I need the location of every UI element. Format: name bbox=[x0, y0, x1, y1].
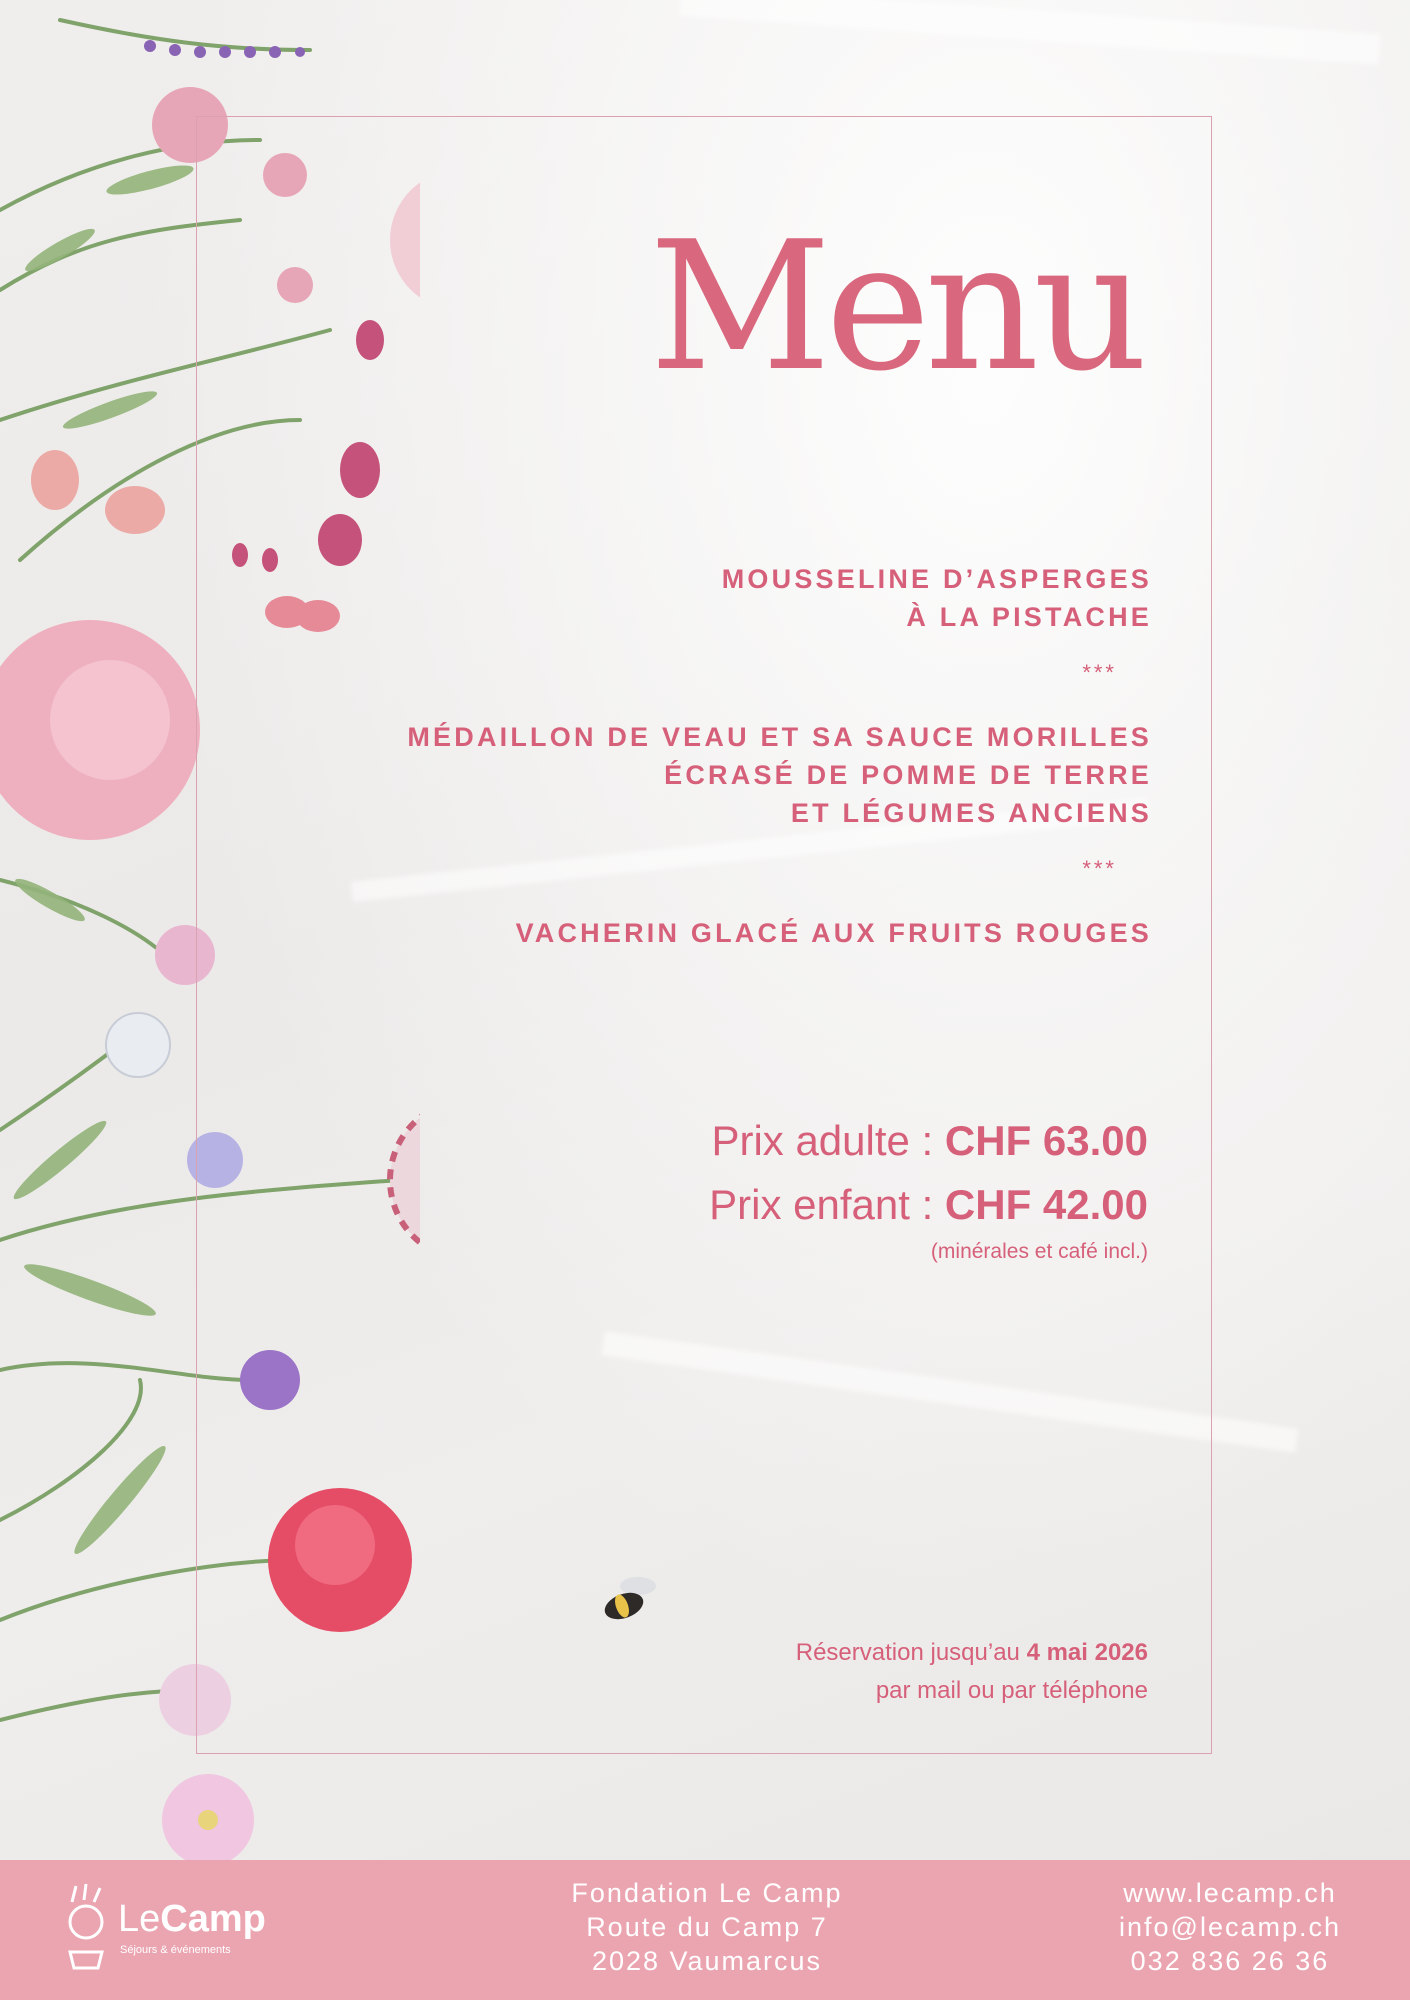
address-line: Route du Camp 7 bbox=[586, 1912, 828, 1942]
lecamp-logo bbox=[62, 1882, 282, 1982]
adult-price-label: Prix adulte : bbox=[711, 1117, 945, 1164]
reservation-prefix: Réservation jusqu’au bbox=[795, 1639, 1027, 1666]
child-price-label: Prix enfant : bbox=[709, 1181, 945, 1228]
course-separator: *** bbox=[1082, 660, 1117, 685]
course-2 bbox=[252, 718, 1152, 832]
logo-tagline: Séjours & événements bbox=[120, 1944, 231, 1956]
course-1-line-2: À LA PISTACHE bbox=[906, 602, 1152, 632]
address-line: 2028 Vaumarcus bbox=[591, 1946, 823, 1976]
reservation-info bbox=[548, 1634, 1148, 1710]
address-line: Fondation Le Camp bbox=[571, 1878, 843, 1908]
website-link[interactable]: www.lecamp.ch bbox=[1123, 1878, 1337, 1908]
logo-camp: Camp bbox=[160, 1898, 266, 1940]
child-price bbox=[448, 1180, 1148, 1230]
reservation-line-2: par mail ou par téléphone bbox=[875, 1677, 1148, 1704]
course-2-line-2: ÉCRASÉ DE POMME DE TERRE bbox=[664, 760, 1152, 790]
logo-wordmark bbox=[118, 1898, 266, 1941]
email-link[interactable]: info@lecamp.ch bbox=[1119, 1912, 1341, 1942]
paper-crease bbox=[680, 0, 1380, 64]
price-note: (minérales et café incl.) bbox=[930, 1240, 1148, 1263]
reservation-line-1 bbox=[548, 1634, 1148, 1672]
course-3-line-1: VACHERIN GLACÉ AUX FRUITS ROUGES bbox=[515, 918, 1152, 948]
footer bbox=[0, 1860, 1410, 2000]
course-2-line-3: ET LÉGUMES ANCIENS bbox=[790, 798, 1152, 828]
child-price-value: CHF 42.00 bbox=[944, 1181, 1148, 1228]
course-2-line-1: MÉDAILLON DE VEAU ET SA SAUCE MORILLES bbox=[407, 722, 1152, 752]
phone-number[interactable]: 032 836 26 36 bbox=[1130, 1946, 1330, 1976]
bee-icon bbox=[592, 1572, 672, 1632]
reservation-date: 4 mai 2026 bbox=[1026, 1639, 1148, 1666]
logo-le: Le bbox=[118, 1898, 161, 1940]
course-1 bbox=[252, 560, 1152, 636]
menu-title: Menu bbox=[649, 203, 1142, 410]
course-3 bbox=[252, 914, 1152, 952]
footer-contact bbox=[1085, 1876, 1375, 1978]
adult-price-value: CHF 63.00 bbox=[944, 1117, 1148, 1164]
adult-price bbox=[448, 1116, 1148, 1166]
course-1-line-1: MOUSSELINE D’ASPERGES bbox=[721, 564, 1152, 594]
mascot-icon bbox=[62, 1882, 112, 1972]
course-separator: *** bbox=[1082, 856, 1117, 881]
footer-address bbox=[542, 1876, 872, 1978]
